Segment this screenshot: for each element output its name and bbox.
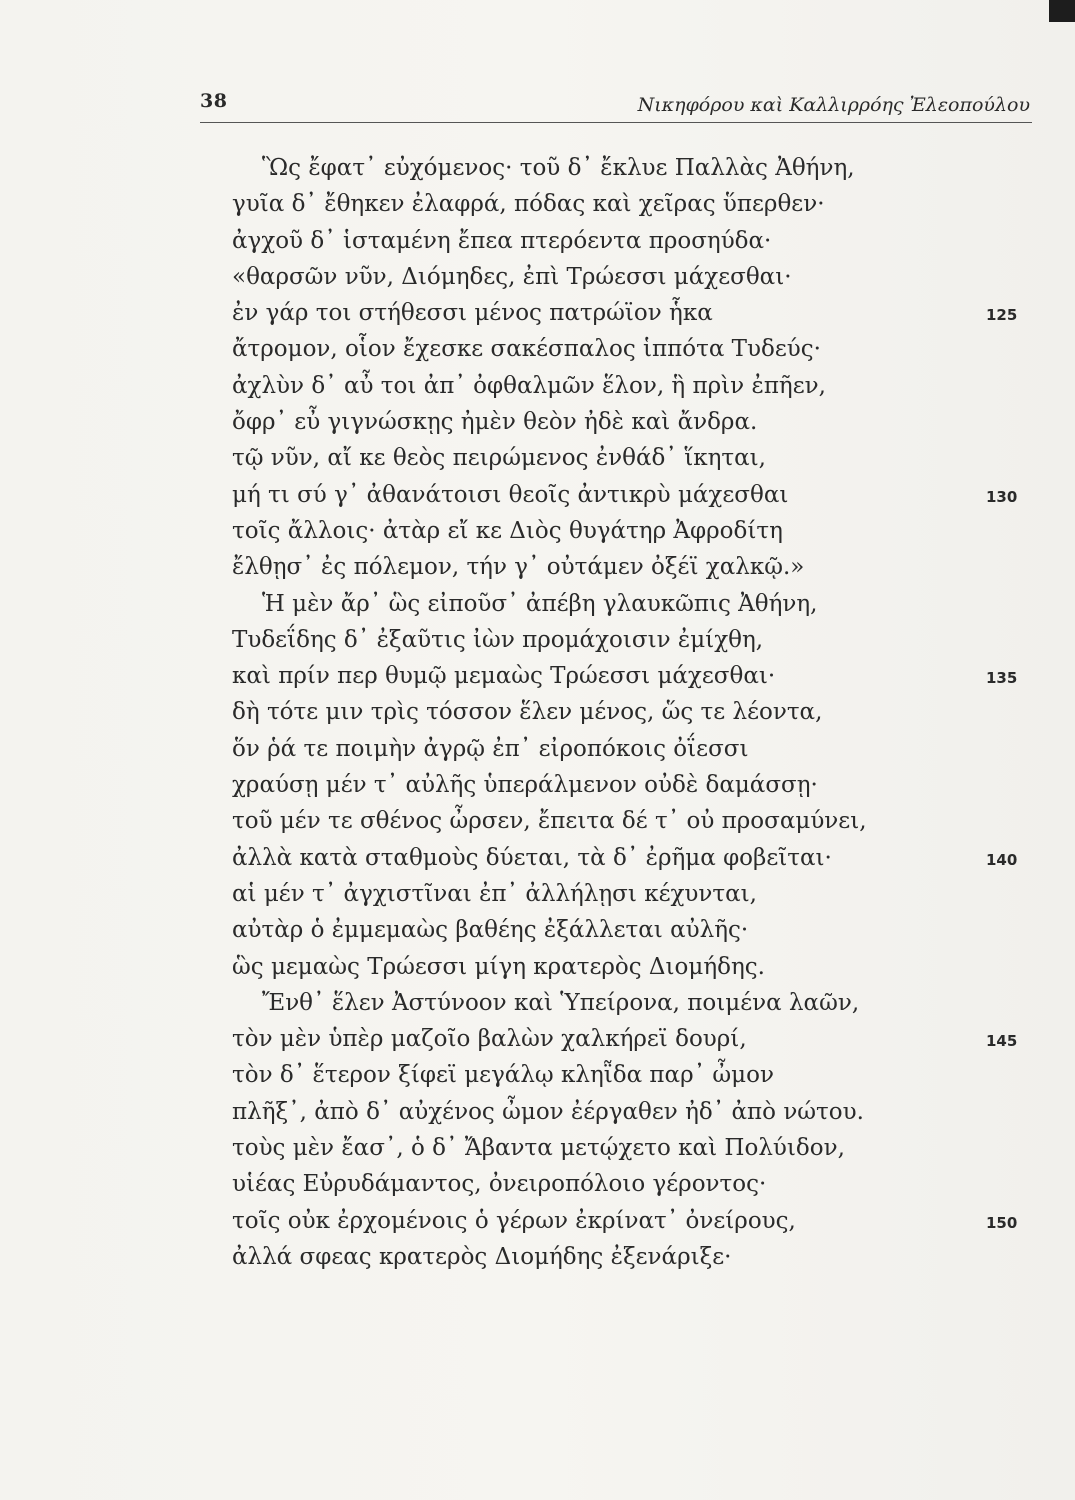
verse-line [232,694,1032,730]
verse-text: Ἡ μὲν ἄρ᾽ ὣς εἰποῦσ᾽ ἀπέβη γλαυκῶπις Ἀθήνη, [262,590,818,617]
verse-line [232,1057,1032,1093]
verse-text: ἐν γάρ τοι στήθεσσι μένος πατρώϊον ἧκα [232,300,713,327]
verse-line [232,1239,1032,1275]
verse-text: ἄτρομον, οἷον ἔχεσκε σακέσπαλος ἱππότα Τυδεύς· [232,336,821,363]
verse-text: τὸν μὲν ὑπὲρ μαζοῖο βαλὼν χαλκήρεϊ δουρί, [232,1026,747,1053]
header-rule [200,122,1032,123]
verse-text: τοῖς ἄλλοις· ἀτὰρ εἴ κε Διὸς θυγάτηρ Ἀφροδίτη [232,517,783,544]
verse-line [232,1203,1032,1239]
verse-text: χραύσῃ μέν τ᾽ αὐλῆς ὑπεράλμενον οὐδὲ δαμάσσῃ· [232,772,818,799]
verse-text: ὣς μεμαὼς Τρώεσσι μίγη κρατερὸς Διομήδης. [232,953,765,980]
verse-text: καὶ πρίν περ θυμῷ μεμαὼς Τρώεσσι μάχεσθαι· [232,663,776,690]
verse-line [232,549,1032,585]
verse-line [232,513,1032,549]
verse-block [232,150,1032,1275]
line-number: 145 [986,1032,1018,1051]
verse-text: αἱ μέν τ᾽ ἀγχιστῖναι ἐπ᾽ ἀλλήλῃσι κέχυνται, [232,880,757,907]
verse-line [232,259,1032,295]
page-number: 38 [200,90,228,112]
verse-line [232,1166,1032,1202]
verse-line [232,622,1032,658]
verse-text: τοὺς μὲν ἔασ᾽, ὁ δ᾽ Ἄβαντα μετῴχετο καὶ Πολύιδον, [232,1135,845,1162]
verse-text: ἀλλὰ κατὰ σταθμοὺς δύεται, τὰ δ᾽ ἐρῆμα φοβεῖται· [232,844,832,871]
verse-line [232,440,1032,476]
verse-text: δὴ τότε μιν τρὶς τόσσον ἕλεν μένος, ὥς τε λέοντα, [232,699,823,726]
verse-text: πλῆξ᾽, ἀπὸ δ᾽ αὐχένος ὦμον ἐέργαθεν ἠδ᾽ ἀπὸ νώτου. [232,1098,864,1125]
verse-line [232,658,1032,694]
verse-line [232,586,1032,622]
scan-corner-mark [1049,0,1075,22]
verse-line [232,295,1032,331]
verse-text: «θαρσῶν νῦν, Διόμηδες, ἐπὶ Τρώεσσι μάχεσθαι· [232,263,792,290]
verse-text: ἀλλά σφεας κρατερὸς Διομήδης ἐξενάριξε· [232,1243,732,1270]
verse-text: αὐτὰρ ὁ ἐμμεμαὼς βαθέης ἐξάλλεται αὐλῆς· [232,917,749,944]
verse-line [232,1130,1032,1166]
line-number: 140 [986,850,1018,869]
running-title: Νικηφόρου καὶ Καλλιρρόης Ἐλεοπούλου [637,94,1030,116]
verse-text: Ἔνθ᾽ ἕλεν Ἀστύνοον καὶ Ὑπείρονα, ποιμένα λαῶν, [262,989,860,1016]
verse-line [232,150,1032,186]
verse-line [232,840,1032,876]
verse-line [232,912,1032,948]
line-number: 150 [986,1213,1018,1232]
verse-text: Ὣς ἔφατ᾽ εὐχόμενος· τοῦ δ᾽ ἔκλυε Παλλὰς Ἀθήνη, [262,155,855,181]
verse-line [232,404,1032,440]
line-number: 135 [986,669,1018,688]
verse-line [232,477,1032,513]
verse-text: υἱέας Εὐρυδάμαντος, ὀνειροπόλοιο γέροντος· [232,1171,767,1198]
verse-line [232,767,1032,803]
verse-line [232,949,1032,985]
verse-text: τοῖς οὐκ ἐρχομένοις ὁ γέρων ἐκρίνατ᾽ ὀνείρους, [232,1207,796,1234]
verse-text: τοῦ μέν τε σθένος ὦρσεν, ἔπειτα δέ τ᾽ οὐ προσαμύνει, [232,808,867,835]
verse-line [232,368,1032,404]
verse-text: ἀγχοῦ δ᾽ ἱσταμένη ἔπεα πτερόεντα προσηύδα· [232,227,772,254]
verse-text: γυῖα δ᾽ ἔθηκεν ἐλαφρά, πόδας καὶ χεῖρας ὕπερθεν· [232,191,825,218]
line-number: 125 [986,306,1018,325]
verse-line [232,985,1032,1021]
verse-line [232,731,1032,767]
verse-text: τὸν δ᾽ ἕτερον ξίφεϊ μεγάλῳ κληῗδα παρ᾽ ὦμον [232,1062,774,1089]
verse-line [232,223,1032,259]
verse-text: ὄφρ᾽ εὖ γιγνώσκῃς ἠμὲν θεὸν ἠδὲ καὶ ἄνδρα. [232,409,758,436]
verse-line [232,803,1032,839]
verse-text: μή τι σύ γ᾽ ἀθανάτοισι θεοῖς ἀντικρὺ μάχεσθαι [232,481,789,508]
line-number: 130 [986,487,1018,506]
verse-text: ἔλθῃσ᾽ ἐς πόλεμον, τήν γ᾽ οὐτάμεν ὀξέϊ χαλκῷ.» [232,554,805,581]
verse-text: ὅν ῥά τε ποιμὴν ἀγρῷ ἐπ᾽ εἰροπόκοις ὀΐεσσι [232,735,749,762]
verse-text: ἀχλὺν δ᾽ αὖ τοι ἀπ᾽ ὀφθαλμῶν ἕλον, ἣ πρὶν ἐπῆεν, [232,372,826,399]
verse-line [232,186,1032,222]
verse-text: Τυδεΐδης δ᾽ ἐξαῦτις ἰὼν προμάχοισιν ἐμίχθη, [232,626,764,653]
verse-text: τῷ νῦν, αἴ κε θεὸς πειρώμενος ἐνθάδ᾽ ἵκηται, [232,445,766,472]
verse-line [232,1021,1032,1057]
verse-line [232,1094,1032,1130]
verse-line [232,876,1032,912]
verse-line [232,331,1032,367]
